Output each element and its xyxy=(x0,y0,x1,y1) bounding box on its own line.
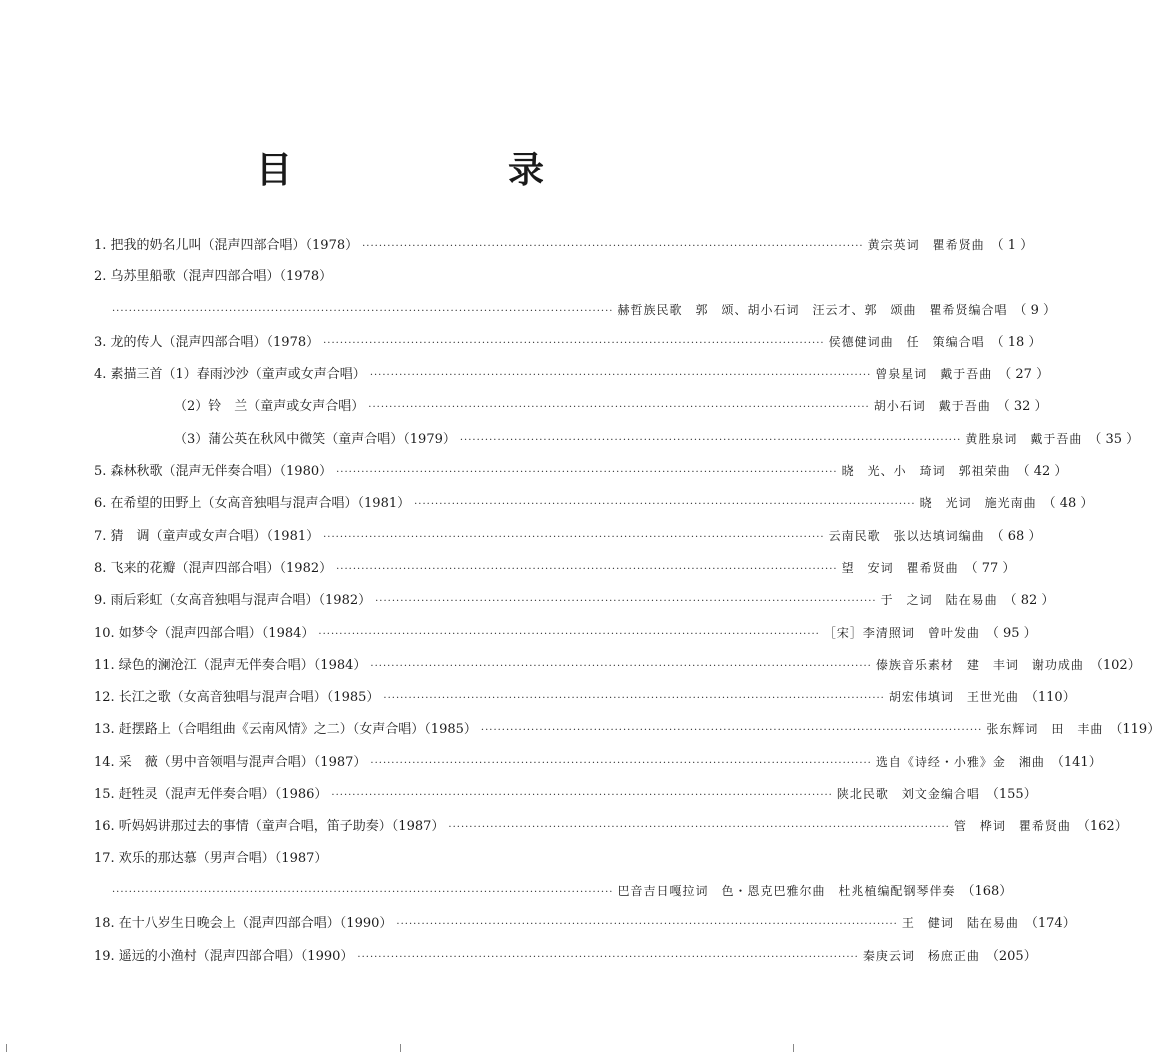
toc-entry[interactable] xyxy=(94,780,1037,812)
toc-entry-page: （174） xyxy=(1024,916,1076,932)
toc-entry-page: （155） xyxy=(985,787,1037,803)
dot-leader: ························································································································ xyxy=(368,402,870,414)
toc-entry-title: 14. 采 薇（男中音领唱与混声合唱）（1987） xyxy=(94,754,367,770)
toc-entry-title: 11. 绿色的澜沧江（混声无伴奏合唱）（1984） xyxy=(94,657,367,673)
toc-entry-page: （ 1 ） xyxy=(990,238,1034,253)
toc-entry-page: （ 77 ） xyxy=(964,560,1016,576)
dot-leader: ························································································································ xyxy=(323,531,825,543)
toc-entry-credits: 胡小石词 戴于吾曲 xyxy=(873,399,991,414)
toc-entry[interactable] xyxy=(94,263,726,295)
toc-entry-title: （3）蒲公英在秋风中微笑（童声合唱）（1979） xyxy=(174,431,456,447)
dot-leader: ························································································································ xyxy=(362,241,864,252)
toc-entry-page: （141） xyxy=(1050,754,1102,770)
toc-entry[interactable] xyxy=(94,715,1160,747)
toc-entry-page: （ 48 ） xyxy=(1042,496,1094,512)
toc-entry[interactable] xyxy=(94,909,1076,941)
toc-entry-credits: 胡宏伟填词 王世光曲 xyxy=(888,690,1019,705)
dot-leader: ························································································································ xyxy=(369,370,872,382)
toc-entry-page: （ 18 ） xyxy=(990,334,1042,350)
toc-entry[interactable] xyxy=(94,683,1076,715)
dot-leader: ························································································································ xyxy=(383,693,885,705)
toc-entry-page: （ 27 ） xyxy=(998,367,1050,383)
dot-leader: ························································································································ xyxy=(318,628,820,640)
toc-entry-page: （119） xyxy=(1109,722,1160,738)
toc-entry-title: 15. 赶牲灵（混声无伴奏合唱）（1986） xyxy=(94,787,328,803)
toc-entry-credits: 晓 光词 施光南曲 xyxy=(919,496,1037,511)
dot-leader: ························································································································ xyxy=(331,790,833,802)
toc-entry[interactable] xyxy=(94,877,1013,909)
toc-entry-page: （162） xyxy=(1076,819,1128,835)
dot-leader: ························································································································ xyxy=(336,563,838,575)
toc-entry-credits: 陕北民歌 刘文金编合唱 xyxy=(836,787,980,802)
toc-entry-credits: 侯德健词曲 任 策编合唱 xyxy=(828,334,985,349)
toc-entry-credits: 傣族音乐素材 建 丰词 谢功成曲 xyxy=(875,657,1084,672)
toc-entry[interactable] xyxy=(94,522,1042,554)
toc-entry-title: 19. 遥远的小渔村（混声四部合唱）（1990） xyxy=(94,948,354,964)
toc-entry-title: 16. 听妈妈讲那过去的事情（童声合唱，笛子助奏）（1987） xyxy=(94,819,445,835)
toc-entry-credits: ［宋］李清照词 曾叶发曲 xyxy=(823,625,980,640)
toc-entry-title: 7. 猜 调（童声或女声合唱）（1981） xyxy=(94,528,320,544)
dot-leader: ························································································································ xyxy=(336,467,838,479)
toc-entry[interactable] xyxy=(94,845,726,877)
toc-entry-title: 8. 飞来的花瓣（混声四部合唱）（1982） xyxy=(94,560,333,576)
dot-leader: ························································································································ xyxy=(370,660,872,672)
dot-leader: ························································································································ xyxy=(480,725,983,737)
toc-entry-credits: 张东辉词 田 丰曲 xyxy=(986,722,1104,737)
toc-entry-credits: 管 桦词 瞿希贤曲 xyxy=(953,819,1071,834)
toc-entry-page: （ 35 ） xyxy=(1088,431,1140,447)
dot-leader: ························································································································ xyxy=(414,499,916,511)
toc-entry-title: 3. 龙的传人（混声四部合唱）（1978） xyxy=(94,334,320,350)
toc-entry-credits: 巴音吉日嘎拉词 色・恩克巴雅尔曲 杜兆植编配钢琴伴奏 xyxy=(617,883,956,898)
toc-entry-credits: 黄宗英词 瞿希贤曲 xyxy=(867,238,985,252)
toc-entry-credits: 王 健词 陆在易曲 xyxy=(901,916,1019,931)
toc-entry[interactable] xyxy=(94,651,1141,683)
dot-leader: ························································································································ xyxy=(112,305,614,317)
toc-entry-title: 4. 素描三首（1）春雨沙沙（童声或女声合唱） xyxy=(94,367,366,383)
toc-entry-page: （ 9 ） xyxy=(1013,302,1057,318)
page-title: 目 录 xyxy=(255,150,634,191)
table-of-contents xyxy=(94,231,1160,974)
toc-entry-page: （ 42 ） xyxy=(1016,464,1068,480)
dot-leader: ························································································································ xyxy=(396,919,898,931)
dot-leader: ························································································································ xyxy=(459,434,962,446)
toc-entry[interactable] xyxy=(94,619,1037,651)
toc-entry-page: （ 82 ） xyxy=(1003,593,1055,609)
toc-entry[interactable] xyxy=(94,296,1057,328)
toc-entry[interactable] xyxy=(94,748,1102,780)
toc-entry-credits: 云南民歌 张以达填词编曲 xyxy=(828,528,985,543)
toc-entry-credits: 赫哲族民歌 郭 颂、胡小石词 汪云才、郭 颂曲 瞿希贤编合唱 xyxy=(617,302,1008,317)
toc-entry-title: 1. 把我的奶名儿叫（混声四部合唱）（1978） xyxy=(94,238,359,253)
dot-leader: ························································································································ xyxy=(357,951,859,963)
crop-mark xyxy=(6,1044,7,1052)
toc-entry-title: 12. 长江之歌（女高音独唱与混声合唱）（1985） xyxy=(94,690,380,706)
toc-entry[interactable] xyxy=(94,586,1055,618)
toc-entry-page: （ 32 ） xyxy=(996,399,1048,415)
toc-entry-title: （2）铃 兰（童声或女声合唱） xyxy=(174,399,365,415)
toc-entry-title: 5. 森林秋歌（混声无伴奏合唱）（1980） xyxy=(94,464,333,480)
toc-entry-page: （205） xyxy=(985,948,1037,964)
dot-leader: ························································································································ xyxy=(112,886,614,898)
toc-entry-credits: 选自《诗经・小雅》金 湘曲 xyxy=(875,754,1045,769)
toc-entry[interactable] xyxy=(94,554,1016,586)
toc-entry[interactable] xyxy=(94,942,1037,974)
crop-marks xyxy=(0,1042,800,1052)
toc-entry-title: 2. 乌苏里船歌（混声四部合唱）（1978） xyxy=(94,269,333,285)
toc-entry-credits: 黄胜泉词 戴于吾曲 xyxy=(965,431,1083,446)
toc-entry-credits: 望 安词 瞿希贤曲 xyxy=(841,560,959,575)
toc-entry[interactable] xyxy=(94,489,1094,521)
toc-entry-credits: 晓 光、小 琦词 郭祖荣曲 xyxy=(841,464,1011,479)
toc-entry-title: 17. 欢乐的那达慕（男声合唱）（1987） xyxy=(94,850,328,866)
dot-leader: ························································································································ xyxy=(370,757,872,769)
toc-entry-page: （110） xyxy=(1024,690,1076,706)
toc-entry[interactable] xyxy=(94,360,1050,392)
toc-entry[interactable] xyxy=(94,392,1048,424)
toc-entry-title: 18. 在十八岁生日晚会上（混声四部合唱）（1990） xyxy=(94,916,393,932)
dot-leader: ························································································································ xyxy=(323,337,825,349)
toc-entry-credits: 秦庚云词 杨庶正曲 xyxy=(862,948,980,963)
crop-mark xyxy=(400,1044,401,1052)
toc-entry-page: （ 68 ） xyxy=(990,528,1042,544)
toc-entry[interactable] xyxy=(94,425,1140,457)
toc-entry-page: （168） xyxy=(961,883,1013,899)
toc-entry[interactable] xyxy=(94,457,1068,489)
toc-entry-credits: 曾泉星词 戴于吾曲 xyxy=(875,367,993,382)
toc-entry-title: 9. 雨后彩虹（女高音独唱与混声合唱）（1982） xyxy=(94,593,372,609)
toc-entry[interactable] xyxy=(94,231,1034,263)
toc-entry-credits: 于 之词 陆在易曲 xyxy=(880,593,998,608)
toc-entry-page: （ 95 ） xyxy=(985,625,1037,641)
dot-leader: ························································································································ xyxy=(448,822,950,834)
toc-entry-page: （102） xyxy=(1089,657,1141,673)
toc-entry-title: 13. 赶摆路上（合唱组曲《云南风情》之二）（女声合唱）（1985） xyxy=(94,722,477,738)
dot-leader: ························································································································ xyxy=(375,596,877,608)
crop-mark xyxy=(793,1044,794,1052)
toc-entry-title: 6. 在希望的田野上（女高音独唱与混声合唱）（1981） xyxy=(94,496,411,512)
toc-entry-title: 10. 如梦令（混声四部合唱）（1984） xyxy=(94,625,315,641)
toc-entry[interactable] xyxy=(94,812,1128,844)
toc-entry[interactable] xyxy=(94,328,1042,360)
